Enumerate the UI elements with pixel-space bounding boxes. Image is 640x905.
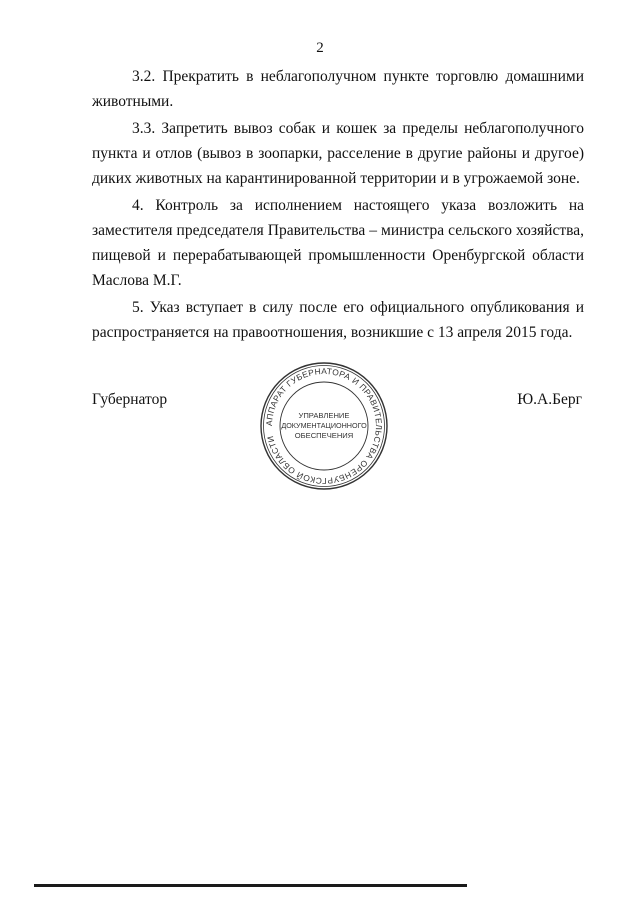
signatory-title: Губернатор	[92, 391, 168, 408]
seal-center-line-3: ОБЕСПЕЧЕНИЯ	[294, 431, 354, 440]
paragraph-5: 5. Указ вступает в силу после его официального опубликования и распространяется на правоотношения, возникшие с 13 апреля 2015 года.	[92, 299, 584, 341]
seal-ring-text: АППАРАТ ГУБЕРНАТОРА И ПРАВИТЕЛЬСТВА ОРЕНБУРГСКОЙ ОБЛАСТИ	[263, 365, 385, 487]
paragraph-3-3: 3.3. Запретить вывоз собак и кошек за пределы неблагополучного пункта и отлов (вывоз в зоопарки, расселение в другие районы и другое) диких животных на карантинированной территории и в угрожаемой зоне.	[92, 120, 584, 187]
document-body	[92, 64, 584, 347]
page-number: 2	[316, 40, 324, 56]
bottom-divider	[34, 884, 467, 887]
seal-center-line-1: УПРАВЛЕНИЕ	[298, 411, 350, 420]
seal-center-line-2: ДОКУМЕНТАЦИОННОГО	[281, 421, 367, 430]
signatory-name: Ю.А.Берг	[517, 391, 582, 408]
paragraph-4: 4. Контроль за исполнением настоящего указа возложить на заместителя председателя Правительства – министра сельского хозяйства, пищевой и перерабатывающей промышленности Оренбургской области Маслова М.Г.	[92, 197, 584, 289]
paragraph-3-2: 3.2. Прекратить в неблагополучном пункте торговлю домашними животными.	[92, 68, 584, 110]
official-seal	[258, 360, 390, 492]
